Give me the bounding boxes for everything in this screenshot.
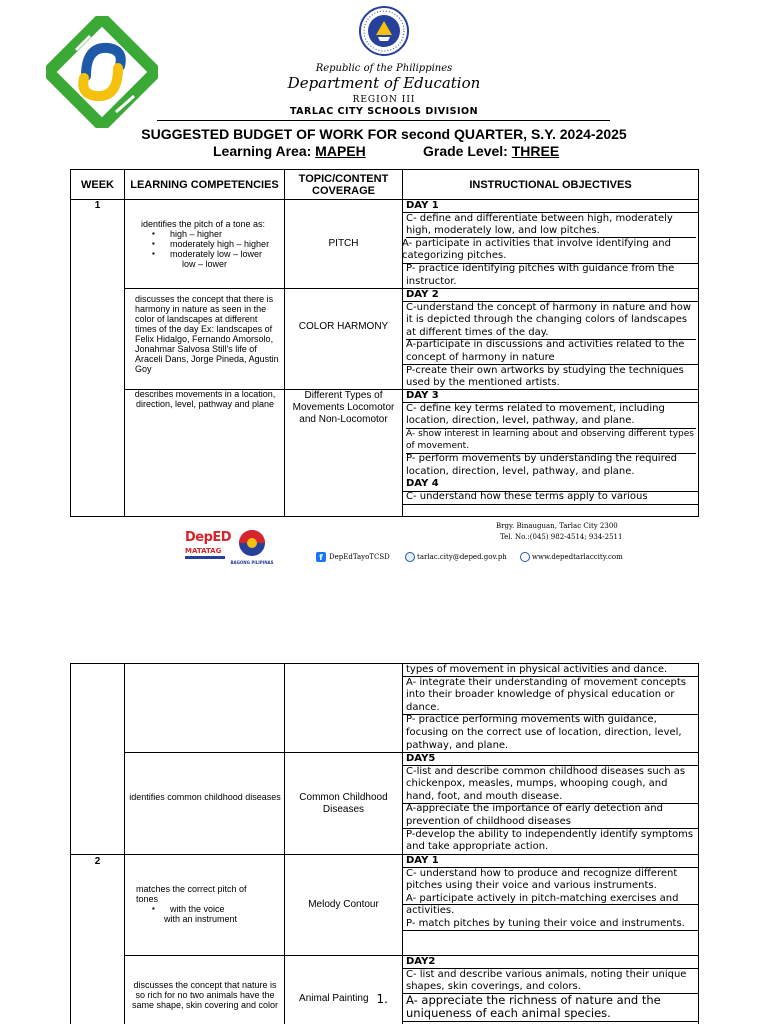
competency-childhood-diseases: identifies common childhood diseases bbox=[129, 792, 281, 802]
topic-melody-contour: Melody Contour bbox=[308, 899, 379, 910]
header-week: WEEK bbox=[81, 178, 114, 191]
footer-facebook[interactable]: DepEdTayoTCSD bbox=[329, 553, 390, 561]
competency-movements: describes movements in a location, direction, level, pathway and plane bbox=[134, 389, 276, 409]
learning-area: Learning Area: MAPEH bbox=[213, 143, 366, 159]
header-topic-coverage: TOPIC/CONTENT COVERAGE bbox=[298, 172, 389, 197]
competency-pitch: identifies the pitch of a tone as: ▪ high – higher ▪ moderately high – higher ▪ moderately low – lower low – lower bbox=[128, 219, 278, 269]
footer-tel: Tel. No.:(045) 982-4514; 934-2511 bbox=[500, 533, 623, 541]
objectives-week2-day2: DAY2 C- list and describe various animals, noting their unique shapes, skin coverings, and colors. A- appreciate the richness of nature and the uniqueness of each animal species. bbox=[406, 956, 687, 1021]
bagong-pilipinas-label: BAGONG PILIPINAS bbox=[230, 560, 274, 565]
objectives-day1: DAY 1 C- define and differentiate between high, moderately high, moderately low, and low pitches. A- participate in activities that involve identifying and categorizing pitches. P- practice identifying pitches with guidance from the instructor. bbox=[402, 200, 675, 287]
header-learning-competencies: LEARNING COMPETENCIES bbox=[130, 178, 279, 191]
deped-seal bbox=[358, 5, 410, 57]
topic-pitch: PITCH bbox=[328, 238, 359, 249]
header-rule bbox=[157, 120, 610, 121]
facebook-icon: f bbox=[316, 552, 326, 562]
objectives-day5: DAY5 C-list and describe common childhood diseases such as chickenpox, measles, mumps, whooping cough, and hand, foot, and mouth disease. A-appreciate the importance of early detection and prevention of childhood diseases P-develop the ability to independently identify symptoms and take appropriate action. bbox=[406, 753, 694, 853]
email-icon bbox=[405, 552, 415, 562]
department-heading: Department of Education bbox=[287, 74, 481, 92]
deped-matatag-logo: DepED MATATAG bbox=[185, 530, 230, 570]
globe-icon bbox=[520, 552, 530, 562]
competency-pitch-matching: matches the correct pitch of tones ▪ with the voice with an instrument bbox=[128, 884, 278, 924]
week-number-2: 2 bbox=[94, 856, 101, 867]
document-title: SUGGESTED BUDGET OF WORK FOR second QUARTER, S.Y. 2024-2025 bbox=[141, 126, 627, 142]
region-heading: REGION III bbox=[352, 95, 416, 105]
objectives-day2: DAY 2 C-understand the concept of harmony in nature and how it is depicted through the changing colors of landscapes at different times of the day. A-participate in discussions and activities related to the concept of harmony in nature P-create their own artworks by studying the techniques used by the mentioned artists. bbox=[406, 289, 692, 389]
topic-childhood-diseases: Common Childhood Diseases bbox=[299, 791, 388, 815]
footer-address: Brgy. Binauguan, Tarlac City 2300 bbox=[496, 522, 618, 530]
topic-movements: Different Types of Movements Locomotor and Non-Locomotor bbox=[292, 390, 395, 425]
objectives-day3: DAY 3 C- define key terms related to movement, including location, direction, level, pathway, and plane. A- show interest in learning about and observing different types of movement. P- perform movements by understanding the required location, direction, level, pathway, and plane. DAY 4 C- understand how these terms apply to various bbox=[406, 390, 694, 502]
topic-animal-painting: Animal Painting 1. bbox=[299, 992, 388, 1006]
bagong-pilipinas-logo bbox=[234, 528, 270, 562]
republic-heading: Republic of the Philippines bbox=[315, 63, 453, 74]
grade-level: Grade Level: THREE bbox=[423, 143, 560, 159]
objectives-day4-continued: types of movement in physical activities and dance. A- integrate their understanding of movement concepts into their broader knowledge of physical education or dance. P- practice performing movements with guidance, focusing on the correct use of location, direction, level, pathway, and plane. bbox=[406, 664, 686, 751]
competency-animal-painting: discusses the concept that nature is so rich for no two animals have the same shape, skin covering and color bbox=[131, 980, 279, 1010]
footer-email[interactable]: tarlac.city@deped.gov.ph bbox=[417, 553, 507, 561]
competency-color-harmony: discusses the concept that there is harmony in nature as seen in the color of landscapes at different times of the day Ex: landscapes of Felix Hidalgo, Fernando Amorsolo, Jonahmar Salvosa Still's life of Araceli Dans, Jorge Pineda, Agustin Goy bbox=[135, 294, 279, 374]
objectives-week2-day1: DAY 1 C- understand how to produce and recognize different pitches using their voice and various instruments. A- participate actively in pitch-matching exercises and activities. P- match pitches by tuning their voice and instruments. bbox=[406, 855, 685, 929]
division-heading: TARLAC CITY SCHOOLS DIVISION bbox=[289, 106, 479, 117]
topic-color-harmony: COLOR HARMONY bbox=[298, 320, 389, 332]
footer-website[interactable]: www.depedtarlaccity.com bbox=[532, 553, 623, 561]
header-instructional-objectives: INSTRUCTIONAL OBJECTIVES bbox=[469, 178, 632, 191]
week-number: 1 bbox=[94, 200, 101, 211]
list-marker: 1. bbox=[376, 992, 388, 1006]
